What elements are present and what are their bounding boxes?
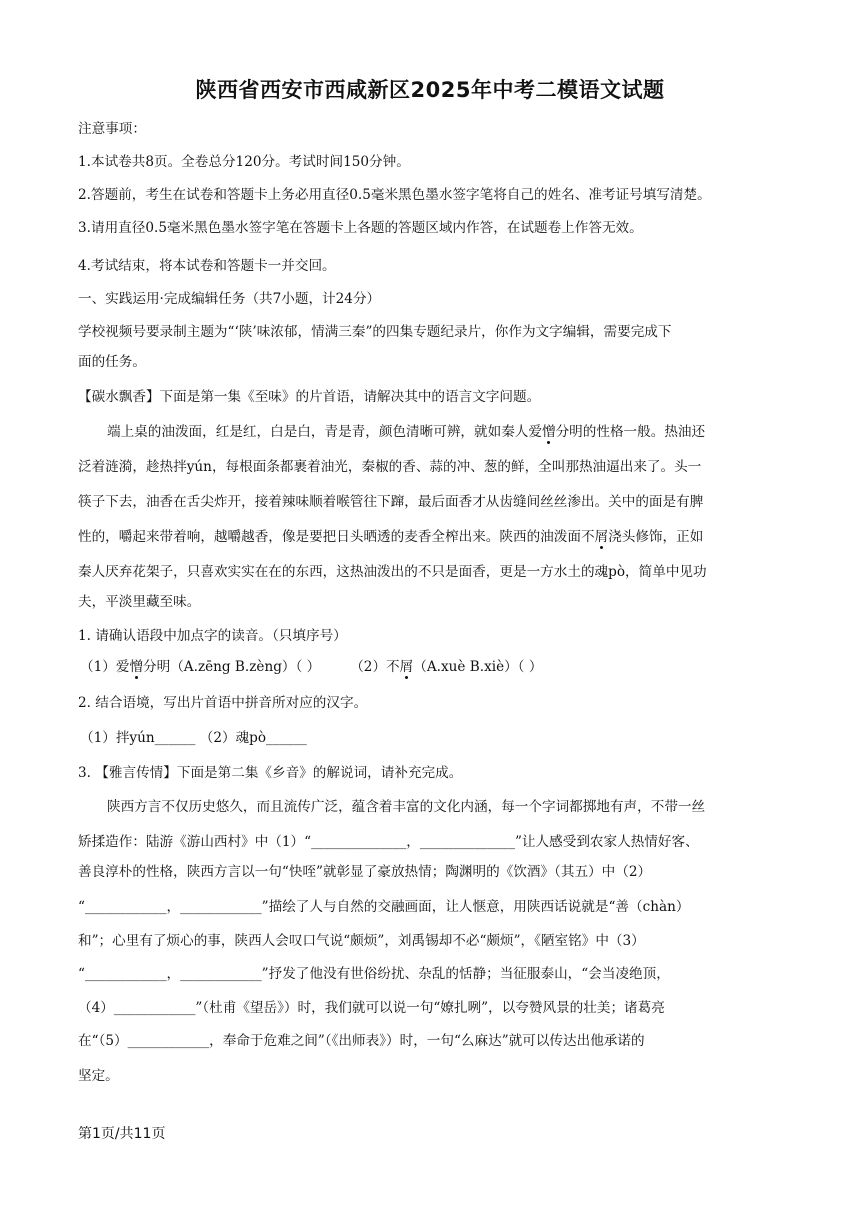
q1-opt1-text: （1）爱 xyxy=(80,659,130,675)
question-3-stem: 3. 【雅言传情】下面是第二集《乡音》的解说词，请补充完成。 xyxy=(78,765,463,781)
section-heading: 一、实践运用·完成编辑任务（共7小题，计24分） xyxy=(78,291,381,307)
dotted-char: 屑 xyxy=(594,529,609,545)
dotted-char: 憎 xyxy=(542,424,556,440)
passage-line-4 xyxy=(78,527,788,547)
q3-line-5: 和”；心里有了烦心的事，陕西人会叹口气说“颇烦”，刘禹锡却不必“颇烦”，《陋室铭》中（3） xyxy=(78,933,645,949)
passage-line-2: 泛着涟漪，趁热拌yún，每根面条都裹着油光，秦椒的香、蒜的冲、葱的鲜，全叫那热油逼出来了。头一 xyxy=(78,459,702,475)
question-2-options: （1）拌yún______ （2）魂pò______ xyxy=(80,730,307,746)
note-4: 4.考试结束，将本试卷和答题卡一并交回。 xyxy=(78,258,336,274)
passage-text: 端上桌的油泼面，红是红，白是白，青是青，颜色清晰可辨，就如秦人爱 xyxy=(107,424,542,440)
note-1: 1.本试卷共8页。全卷总分120分。考试时间150分钟。 xyxy=(78,154,410,170)
q3-line-3: 善良淳朴的性格，陕西方言以一句“快咥”就彰显了豪放热情；陶渊明的《饮酒》（其五）中（2） xyxy=(78,864,652,880)
q1-opt2-text: （A.xuè B.xiè）（ ） xyxy=(413,659,543,675)
passage-line-3: 筷子下去，油香在舌尖炸开，接着辣味顺着喉管往下蹿，最后面香才从齿缝间丝丝渗出。关中的面是有脾 xyxy=(78,494,704,510)
question-1-stem: 1. 请确认语段中加点字的读音。（只填序号） xyxy=(78,628,347,644)
page-title: 陕西省西安市西咸新区2025年中考二模语文试题 xyxy=(195,78,665,102)
passage-text: 分明的性格一般。热油还 xyxy=(555,424,706,440)
q1-opt2-text: （2）不 xyxy=(350,659,400,675)
note-3: 3.请用直径0.5毫米黑色墨水签字笔在答题卡上各题的答题区域内作答，在试题卷上作答无效。 xyxy=(78,220,643,236)
part1-heading: 【碳水飘香】下面是第一集《至味》的片首语，请解决其中的语言文字问题。 xyxy=(78,389,541,405)
q1-opt1-text: 分明（A.zēng B.zèng）（ ） xyxy=(143,659,321,675)
passage-text: 浇头修饰，正如 xyxy=(608,529,704,545)
q3-line-7: （4）____________”（杜甫《望岳》）时，我们就可以说一句“嫽扎咧”，以夸赞风景的壮美；诸葛亮 xyxy=(78,1000,665,1016)
passage-line-5: 秦人厌弃花架子，只喜欢实实在在的东西，这热油泼出的不只是面香，更是一方水土的魂pò，简单中见功 xyxy=(78,564,707,580)
note-2: 2.答题前，考生在试卷和答题卡上务必用直径0.5毫米黑色墨水签字笔将自己的姓名、准考证号填写清楚。 xyxy=(78,187,711,203)
q3-line-4: “____________，____________”描绘了人与自然的交融画面，让人惬意，用陕西话说就是“善（chàn） xyxy=(78,899,690,915)
q3-line-8: 在“（5）____________，奉命于危难之间”（《出师表》）时，一句“么麻达”就可以传达出他承诺的 xyxy=(78,1033,645,1049)
q3-line-9: 坚定。 xyxy=(78,1068,119,1084)
dotted-char: 屑 xyxy=(399,659,414,675)
passage-line-1 xyxy=(107,422,817,442)
question-1-options xyxy=(80,657,790,677)
dotted-char: 憎 xyxy=(129,659,144,675)
page-footer: 第1页/共11页 xyxy=(78,1126,166,1142)
intro-line-1: 学校视频号要录制主题为“‘陕’味浓郁，情满三秦”的四集专题纪录片，你作为文字编辑，需要完成下 xyxy=(78,324,672,340)
passage-line-6: 夫，平淡里藏至味。 xyxy=(78,594,201,610)
q3-line-6: “____________，____________”抒发了他没有世俗纷扰、杂乱的恬静；当征服泰山，“会当凌绝顶， xyxy=(78,966,670,982)
q3-line-1: 陕西方言不仅历史悠久，而且流传广泛，蕴含着丰富的文化内涵，每一个字词都掷地有声，不带一丝 xyxy=(107,799,706,815)
q3-line-2: 矫揉造作：陆游《游山西村》中（1）“______________，______________”让人感受到农家人热情好客、 xyxy=(78,834,699,850)
intro-line-2: 面的任务。 xyxy=(78,354,146,370)
question-2-stem: 2. 结合语境，写出片首语中拼音所对应的汉字。 xyxy=(78,695,368,711)
notes-heading: 注意事项： xyxy=(78,121,146,137)
passage-text: 性的，嚼起来带着响，越嚼越香，像是要把日头晒透的麦香全榨出来。陕西的油泼面不 xyxy=(78,529,595,545)
